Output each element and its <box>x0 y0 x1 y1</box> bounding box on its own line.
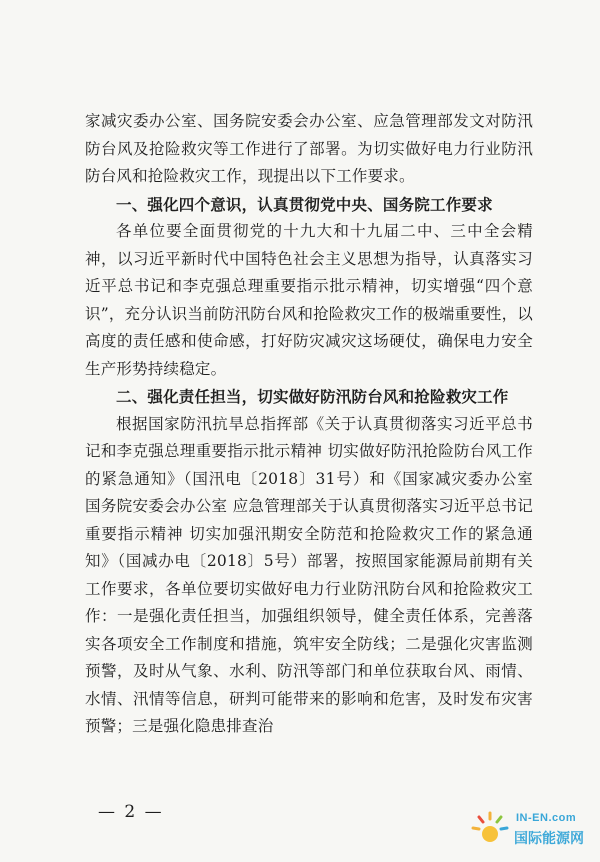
body-paragraph-2: 根据国家防汛抗旱总指挥部《关于认真贯彻落实习近平总书记和李克强总理重要指示批示精神 切实做好防汛抢险防台风工作的紧急通知》（国汛电〔2018〕31号）和《国家减灾委办公室 国务院安委会办公室 应急管理部关于认真贯彻落实习近平总书记重要指示精神 切实加强汛期安全防范和抢险救灾工作的紧急通知》（国减办电〔2018〕5号）部署，按照国家能源局前期有关工作要求，各单位要切实做好电力行业防汛防台风和抢险救灾工作：一是强化责任担当，加强组织领导，健全责任体系，完善落实各项安全工作制度和措施，筑牢安全防线；二是强化灾害监测预警，及时从气象、水利、防汛等部门和单位获取台风、雨情、水情、汛情等信息，研判可能带来的影响和危害，及时发布灾害预警；三是强化隐患排查治 <box>85 414 533 735</box>
watermark-name: 国际能源网 <box>514 831 584 847</box>
section-heading-2: 二、强化责任担当，切实做好防汛防台风和抢险救灾工作 <box>116 387 509 406</box>
page-number: — 2 — <box>98 802 164 822</box>
sun-logo-icon <box>470 810 510 850</box>
body-paragraph-1: 各单位要全面贯彻党的十九大和十九届二中、三中全会精神，以习近平新时代中国特色社会主义思想为指导，认真落实习近平总书记和李克强总理重要指示批示精神，切实增强“四个意识”，充分认识当前防汛防台风和抢险救灾工作的极端重要性，以高度的责任感和使命感，打好防灾减灾这场硬仗，确保电力安全生产形势持续稳定。 <box>85 222 533 378</box>
section-heading-1: 一、强化四个意识，认真贯彻党中央、国务院工作要求 <box>116 194 493 214</box>
watermark-domain: IN-EN.com <box>516 812 577 824</box>
watermark <box>470 806 590 854</box>
document-body <box>85 108 533 741</box>
continuation-paragraph: 家减灾委办公室、国务院安委会办公室、应急管理部发文对防汛防台风及抢险救灾等工作进行了部署。为切实做好电力行业防汛防台风和抢险救灾工作，现提出以下工作要求。 <box>85 112 533 185</box>
